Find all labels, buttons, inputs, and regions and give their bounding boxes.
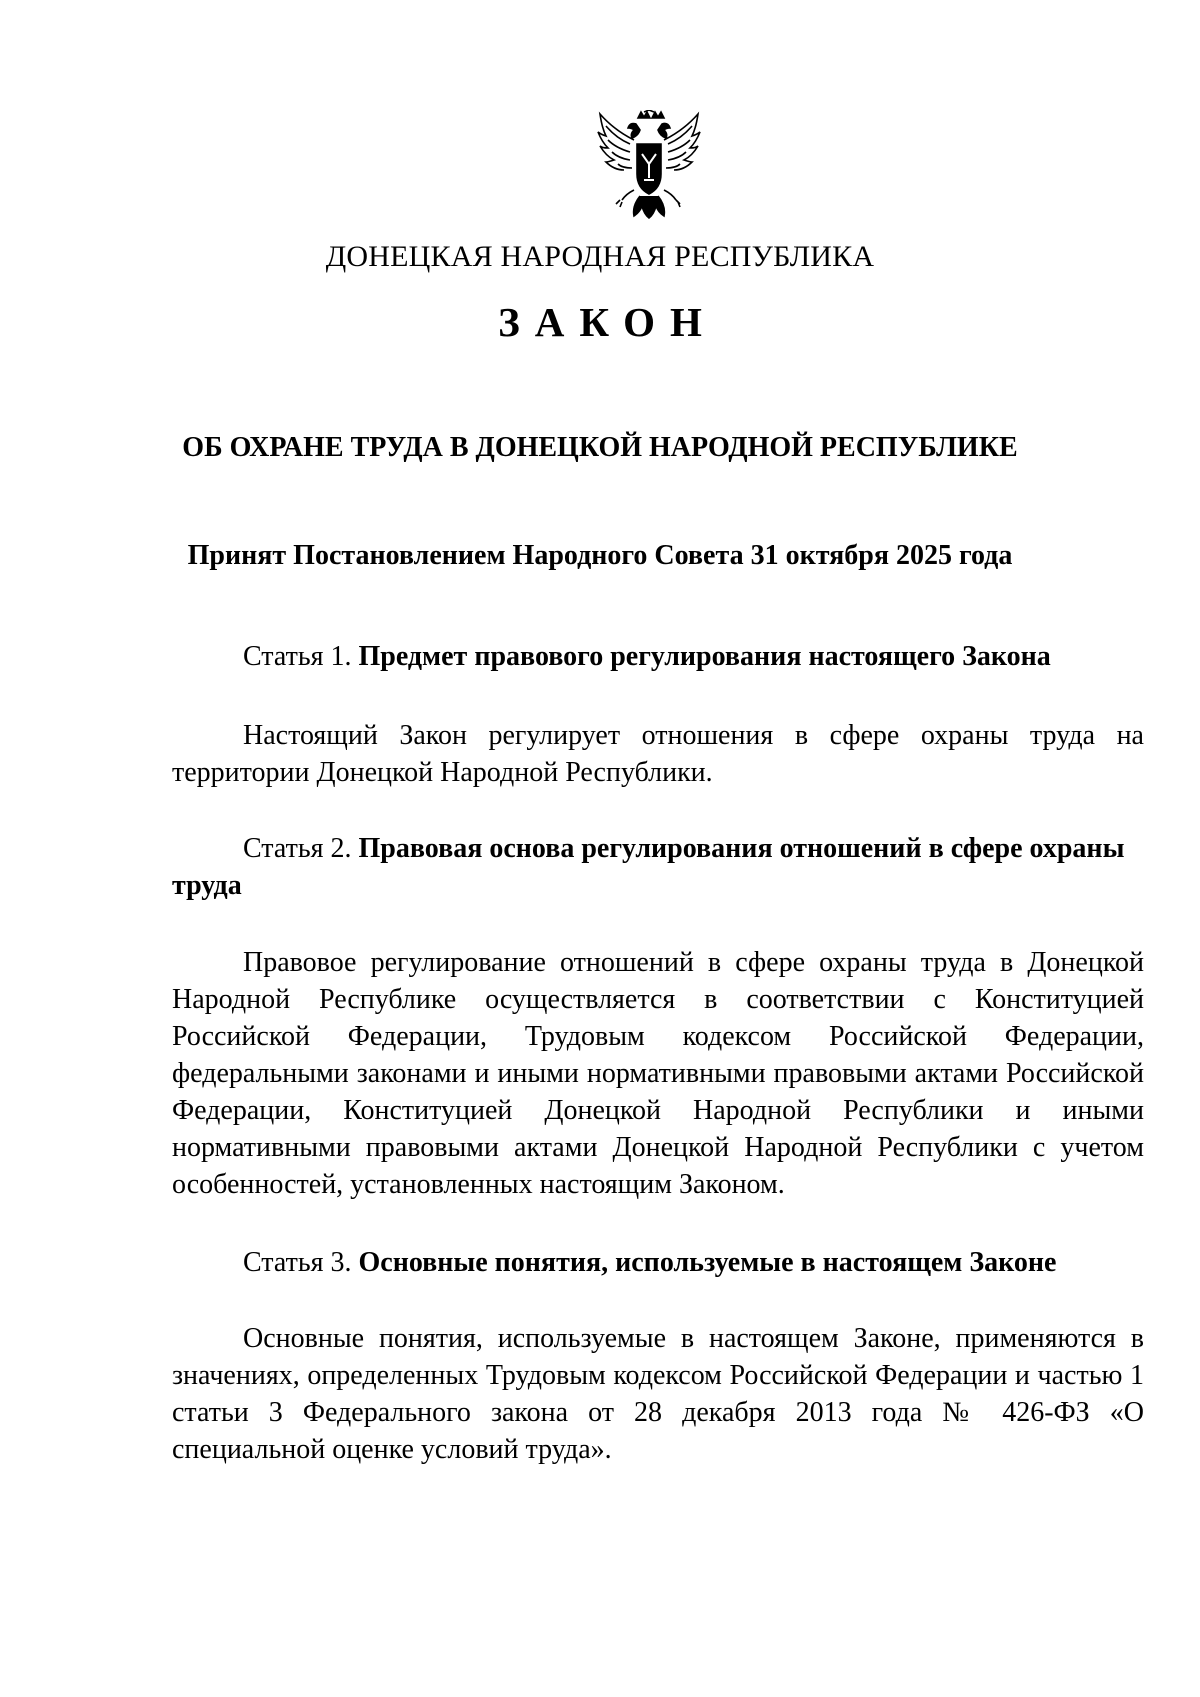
article-1-number: Статья 1. [243,641,352,672]
article-1-text: Настоящий Закон регулирует отношения в сфере охраны труда на территории Донецкой Народной Республики. [172,720,1144,788]
article-2-heading [172,830,1144,904]
article-1-title: Предмет правового регулирования настоящего Закона [358,641,1051,672]
article-3-title: Основные понятия, используемые в настоящем Законе [358,1247,1057,1278]
article-1-heading [172,638,1144,675]
article-2-text: Правовое регулирование отношений в сфере охраны труда в Донецкой Народной Республике осуществляется в соответствии с Конституцией Российской Федерации, Трудовым кодексом Российской Федерации, федеральными законами и иными нормативными правовыми актами Российской Федерации, Конституцией Донецкой Народной Республики и иными нормативными правовыми актами Донецкой Народной Республики с учетом особенностей, установленных настоящим Законом. [172,947,1144,1200]
state-name: ДОНЕЦКАЯ НАРОДНАЯ РЕСПУБЛИКА [325,240,875,273]
article-3-number: Статья 3. [243,1247,352,1278]
article-3-heading [172,1244,1144,1281]
law-title: ОБ ОХРАНЕ ТРУДА В ДОНЕЦКОЙ НАРОДНОЙ РЕСПУБЛИКЕ [182,432,1018,463]
coat-of-arms-emblem [596,110,702,228]
document-type: ЗАКОН [498,299,717,345]
article-3-text: Основные понятия, используемые в настоящем Законе, применяются в значениях, определенных Трудовым кодексом Российской Федерации и частью 1 статьи 3 Федерального закона от 28 декабря 2013 года № 426-ФЗ «О специальной оценке условий труда». [172,1323,1144,1465]
article-2-title: Правовая основа регулирования отношений в сфере охраны труда [172,833,1125,901]
article-2-number: Статья 2. [243,833,352,864]
adoption-line: Принят Постановлением Народного Совета 31 октября 2025 года [187,540,1013,571]
